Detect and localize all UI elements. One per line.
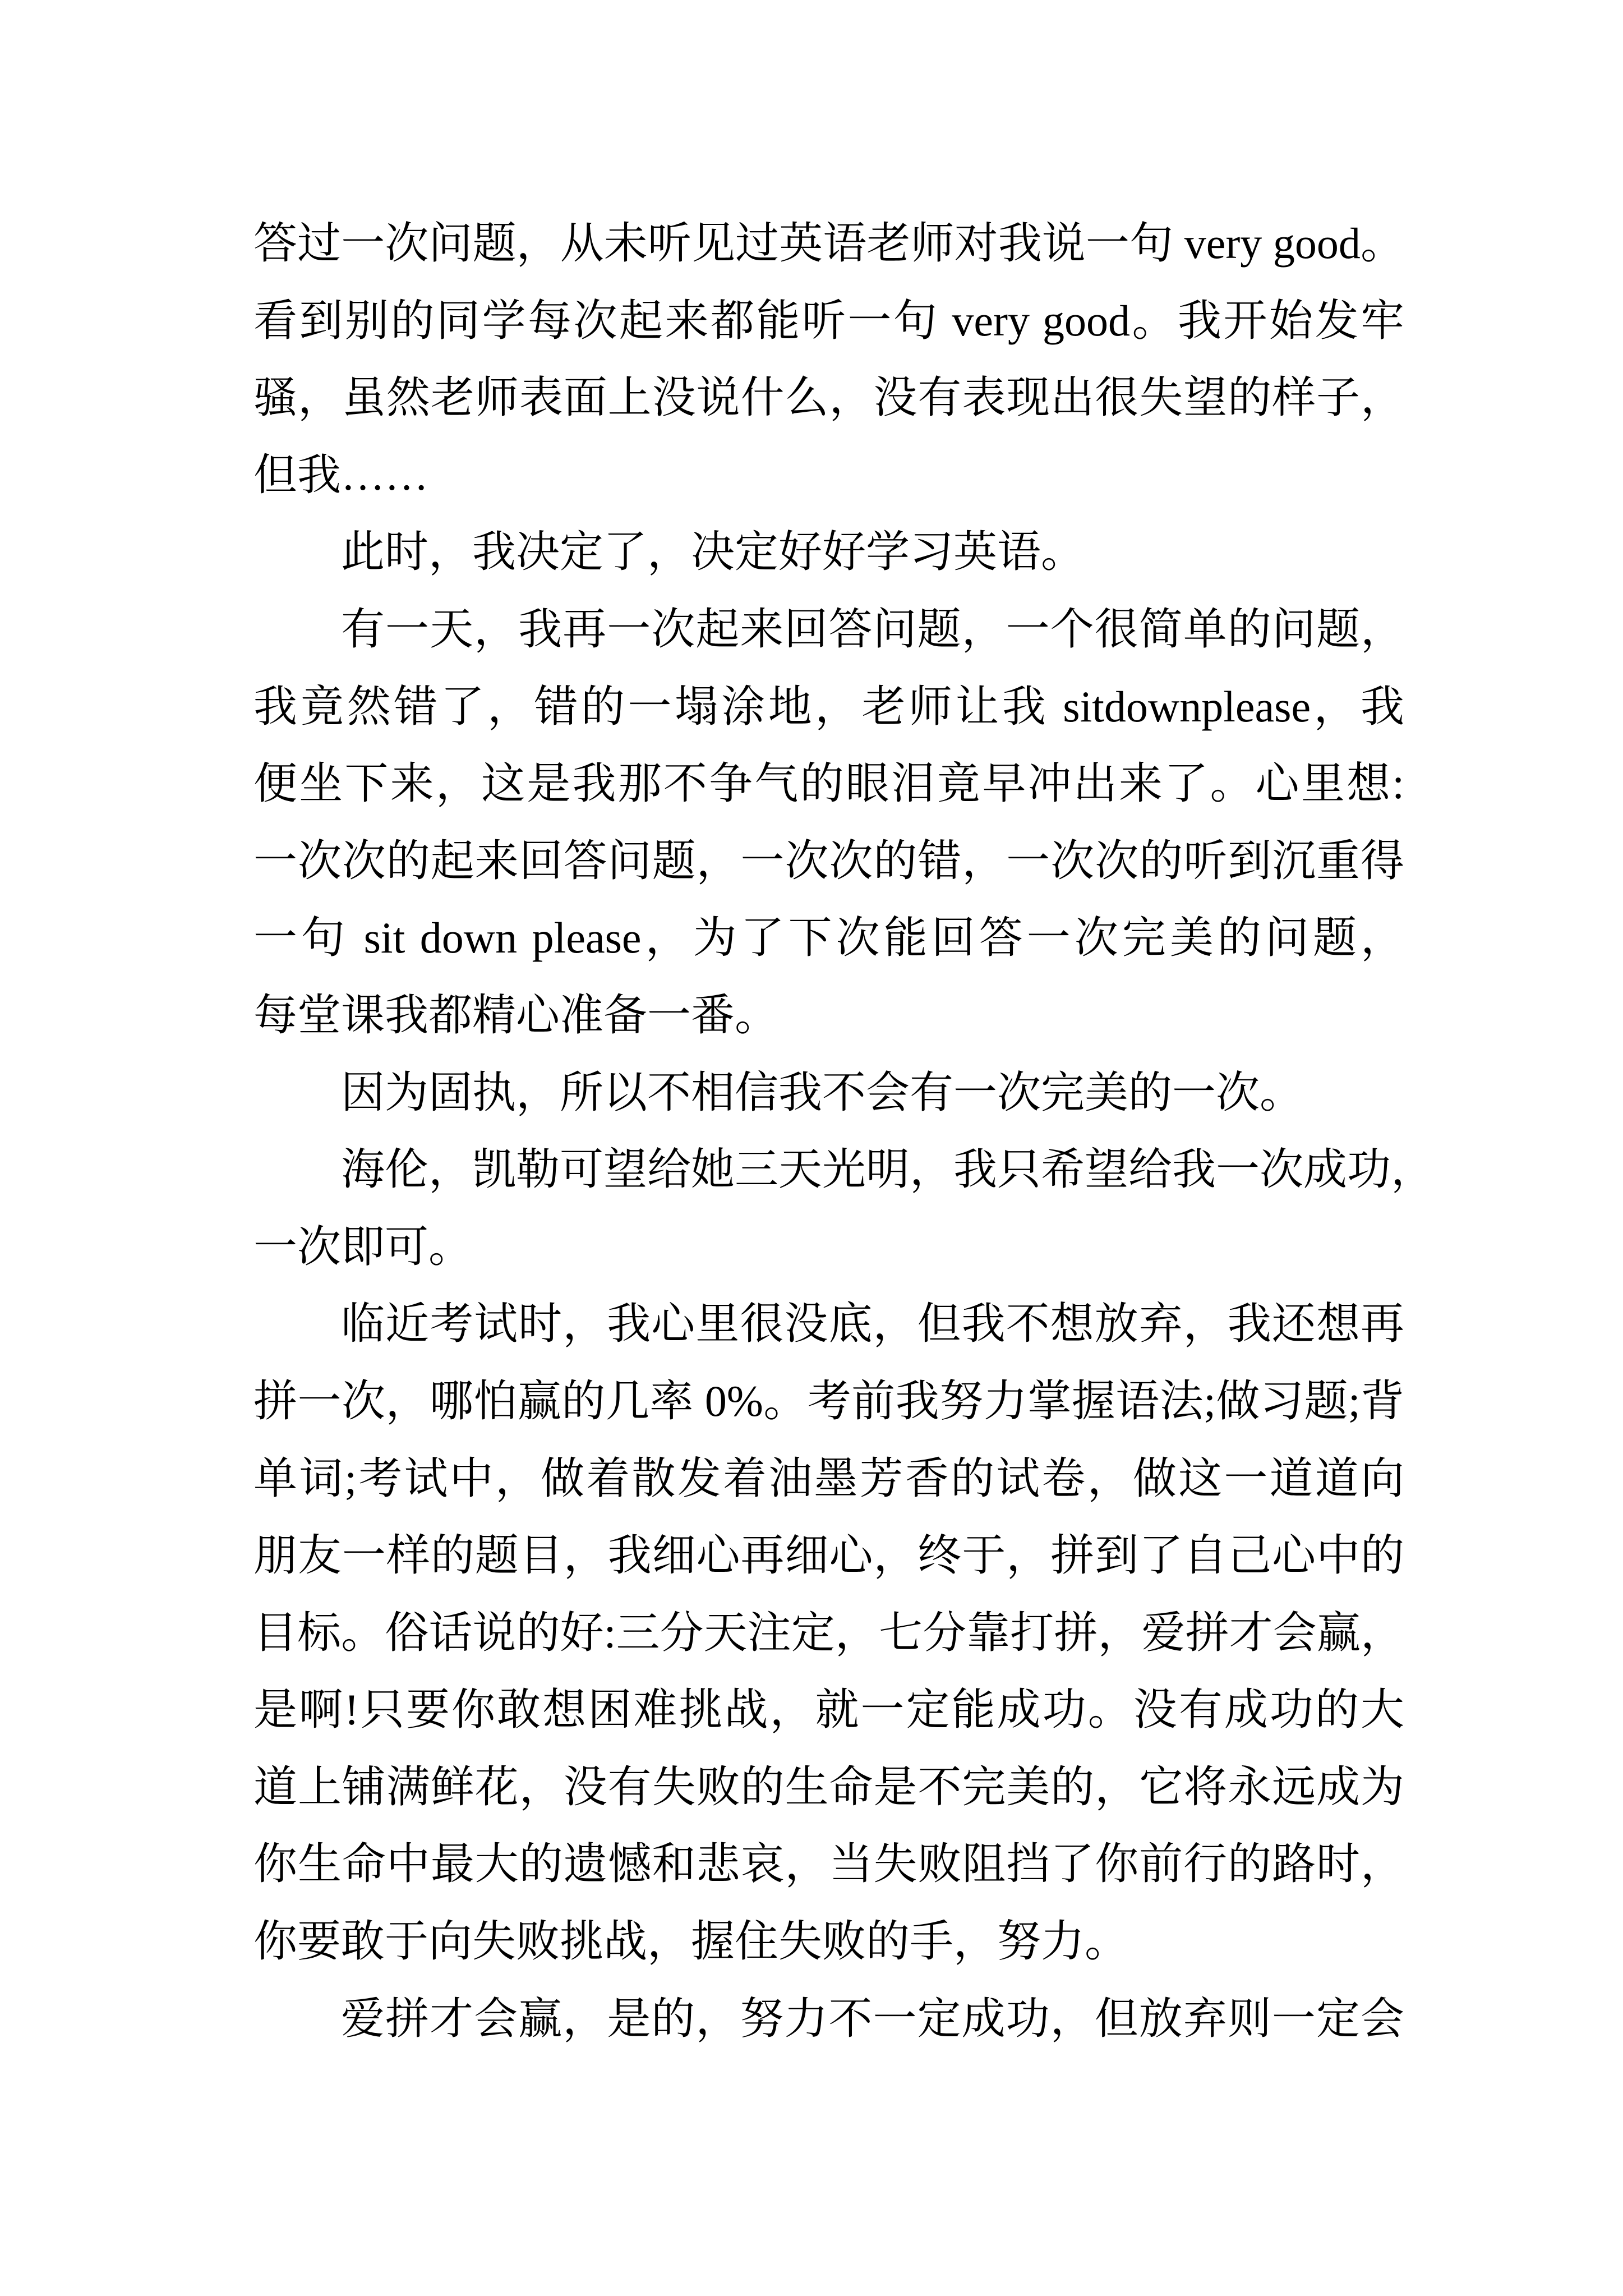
paragraph bbox=[253, 1054, 1404, 1131]
text-line: 拼一次，哪怕赢的几率 0%。考前我努力掌握语法;做习题;背 bbox=[253, 1376, 1404, 1425]
paragraph bbox=[253, 513, 1404, 591]
text-line: 朋友一样的题目，我细心再细心，终于，拼到了自己心中的 bbox=[253, 1531, 1404, 1580]
paragraph bbox=[253, 1285, 1404, 1980]
paragraph bbox=[253, 591, 1404, 1054]
text-line: 答过一次问题，从未听见过英语老师对我说一句 very good。 bbox=[253, 219, 1404, 268]
text-line: 临近考试时，我心里很没底，但我不想放弃，我还想再 bbox=[341, 1299, 1404, 1349]
text-line: 一次次的起来回答问题，一次次的错，一次次的听到沉重得 bbox=[253, 836, 1404, 885]
text-line: 你要敢于向失败挑战，握住失败的手，努力。 bbox=[253, 1917, 1129, 1966]
text-line: 有一天，我再一次起来回答问题，一个很简单的问题， bbox=[341, 604, 1404, 654]
text-line: 此时，我决定了，决定好好学习英语。 bbox=[341, 527, 1085, 577]
text-line: 海伦，凯勒可望给她三天光明，我只希望给我一次成功， bbox=[341, 1145, 1435, 1194]
text-line: 一次即可。 bbox=[253, 1222, 473, 1271]
text-line: 目标。俗话说的好:三分天注定，七分靠打拼，爱拼才会赢， bbox=[253, 1608, 1404, 1657]
paragraph bbox=[253, 205, 1404, 513]
text-line: 单词;考试中，做着散发着油墨芳香的试卷，做这一道道向 bbox=[253, 1453, 1404, 1503]
text-line: 道上铺满鲜花，没有失败的生命是不完美的，它将永远成为 bbox=[253, 1762, 1404, 1811]
text-line: 一句 sit down please，为了下次能回答一次完美的问题， bbox=[253, 913, 1404, 963]
text-line: 你生命中最大的遗憾和悲哀，当失败阻挡了你前行的路时， bbox=[253, 1839, 1404, 1889]
text-line: 但我…… bbox=[253, 450, 429, 499]
paragraph bbox=[253, 1131, 1435, 1285]
body-text bbox=[253, 205, 1435, 2057]
paragraph bbox=[253, 1980, 1404, 2058]
text-line: 爱拼才会赢，是的，努力不一定成功，但放弃则一定会 bbox=[341, 1994, 1404, 2043]
text-line: 因为固执，所以不相信我不会有一次完美的一次。 bbox=[341, 1068, 1304, 1117]
text-line: 每堂课我都精心准备一番。 bbox=[253, 990, 779, 1039]
text-line: 便坐下来，这是我那不争气的眼泪竟早冲出来了。心里想: bbox=[253, 759, 1404, 808]
text-line: 骚，虽然老师表面上没说什么，没有表现出很失望的样子， bbox=[253, 373, 1404, 422]
text-line: 是啊!只要你敢想困难挑战，就一定能成功。没有成功的大 bbox=[253, 1685, 1404, 1734]
text-line: 我竟然错了，错的一塌涂地，老师让我 sitdownplease，我 bbox=[253, 682, 1404, 731]
text-line: 看到别的同学每次起来都能听一句 very good。我开始发牢 bbox=[253, 296, 1404, 345]
